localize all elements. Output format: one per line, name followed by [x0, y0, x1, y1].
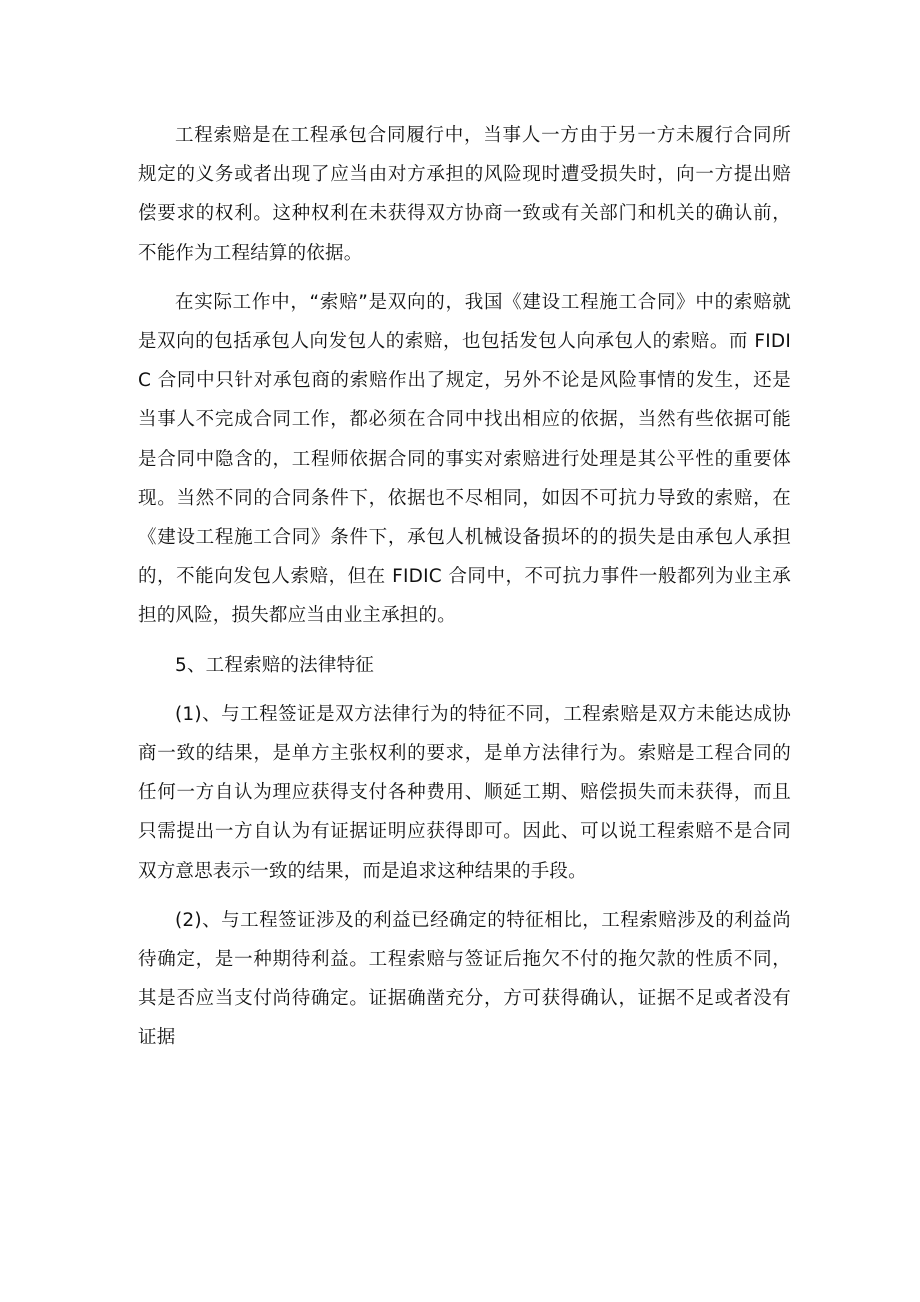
- paragraph-bidirectional-claims: 在实际工作中，“索赔”是双向的，我国《建设工程施工合同》中的索赔就是双向的包括承包人向发包人的索赔，也包括发包人向承包人的索赔。而 FIDIC 合同中只针对承包商的索赔作出了规定，另外不论是风险事情的发生，还是当事人不完成合同工作，都必须在合同中找出相应的依据，当然有些依据可能是合同中隐含的，工程师依据合同的事实对索赔进行处理是其公平性的重要体现。当然不同的合同条件下，依据也不尽相同，如因不可抗力导致的索赔，在《建设工程施工合同》条件下，承包人机械设备损坏的的损失是由承包人承担的，不能向发包人索赔，但在 FIDIC 合同中，不可抗力事件一般都列为业主承担的风险，损失都应当由业主承担的。: [138, 291, 791, 627]
- paragraph-claim-definition: 工程索赔是在工程承包合同履行中，当事人一方由于另一方未履行合同所规定的义务或者出现了应当由对方承担的风险现时遭受损失时，向一方提出赔偿要求的权利。这种权利在未获得双方协商一致或有关部门和机关的确认前，不能作为工程结算的依据。: [138, 125, 791, 264]
- document-body: [138, 116, 791, 1068]
- paragraph-feature-1: (1)、与工程签证是双方法律行为的特征不同，工程索赔是双方未能达成协商一致的结果，是单方主张权利的要求，是单方法律行为。索赔是工程合同的任何一方自认为理应获得支付各种费用、顺延工期、赔偿损失而未获得，而且只需提出一方自认为有证据证明应获得即可。因此、可以说工程索赔不是合同双方意思表示一致的结果，而是追求这种结果的手段。: [138, 703, 791, 882]
- section-heading-legal-features: 5、工程索赔的法律特征: [175, 654, 374, 676]
- paragraph-feature-2: (2)、与工程签证涉及的利益已经确定的特征相比，工程索赔涉及的利益尚待确定，是一种期待利益。工程索赔与签证后拖欠不付的拖欠款的性质不同，其是否应当支付尚待确定。证据确凿充分，方可获得确认，证据不足或者没有证据: [138, 909, 791, 1049]
